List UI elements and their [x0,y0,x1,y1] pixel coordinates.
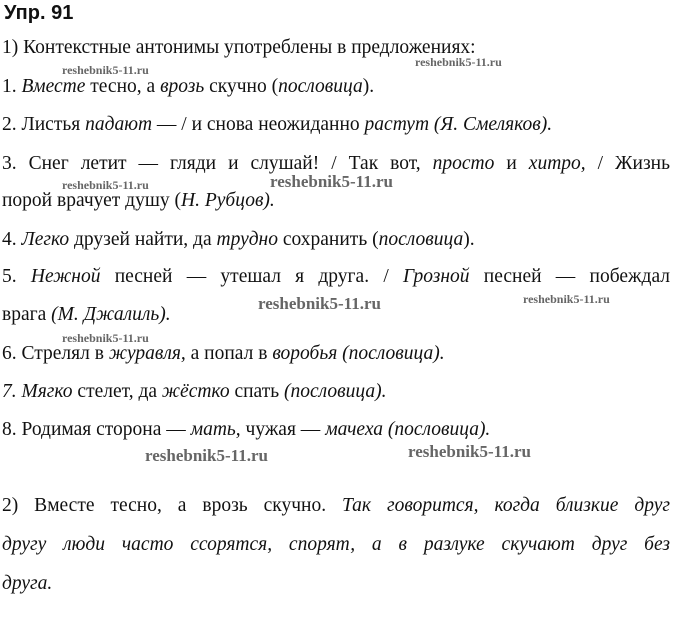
watermark: reshebnik5-11.ru [408,442,531,461]
part2-line-1: 2) Вместе тесно, а врозь скучно. Так говорится, когда близкие друг [2,495,671,516]
watermark: reshebnik5-11.ru [415,55,502,69]
sentence-2: 2. Листья падают — / и снова неожиданно растут (Я. Смеляков). [2,114,553,135]
part2-line-2: другу люди часто ссорятся, спорят, а в разлуке скучают друг без [2,534,670,555]
watermark: reshebnik5-11.ru [62,331,149,345]
sentence-6: 6. Стрелял в журавля, а попал в воробья (пословица). [2,343,445,364]
watermark: reshebnik5-11.ru [145,446,268,465]
intro-line: 1) Контекстные антонимы употреблены в предложениях: [2,37,476,58]
sentence-4: 4. Легко друзей найти, да трудно сохранить (пословица). [2,229,475,250]
sentence-5-cont: врага (М. Джалиль). [2,304,171,325]
sentence-3-cont: порой врачует душу (Н. Рубцов). [2,190,275,211]
watermark: reshebnik5-11.ru [62,178,149,192]
sentence-3: 3. Снег летит — гляди и слушай! / Так вот, просто и хитро, / Жизнь [2,153,670,174]
watermark: reshebnik5-11.ru [523,292,610,306]
part2-line-3: друга. [2,573,53,594]
watermark: reshebnik5-11.ru [62,63,149,77]
watermark: reshebnik5-11.ru [270,172,393,191]
exercise-title: Упр. 91 [4,2,74,24]
sentence-1: 1. Вместе тесно, а врозь скучно (пословица). [2,76,375,97]
watermark: reshebnik5-11.ru [258,294,381,313]
sentence-7: 7. Мягко стелет, да жёстко спать (пословица). [2,381,387,402]
sentence-8: 8. Родимая сторона — мать, чужая — мачеха (пословица). [2,419,491,440]
sentence-5: 5. Нежной песней — утешал я друга. / Грозной песней — побеждал [2,266,671,287]
